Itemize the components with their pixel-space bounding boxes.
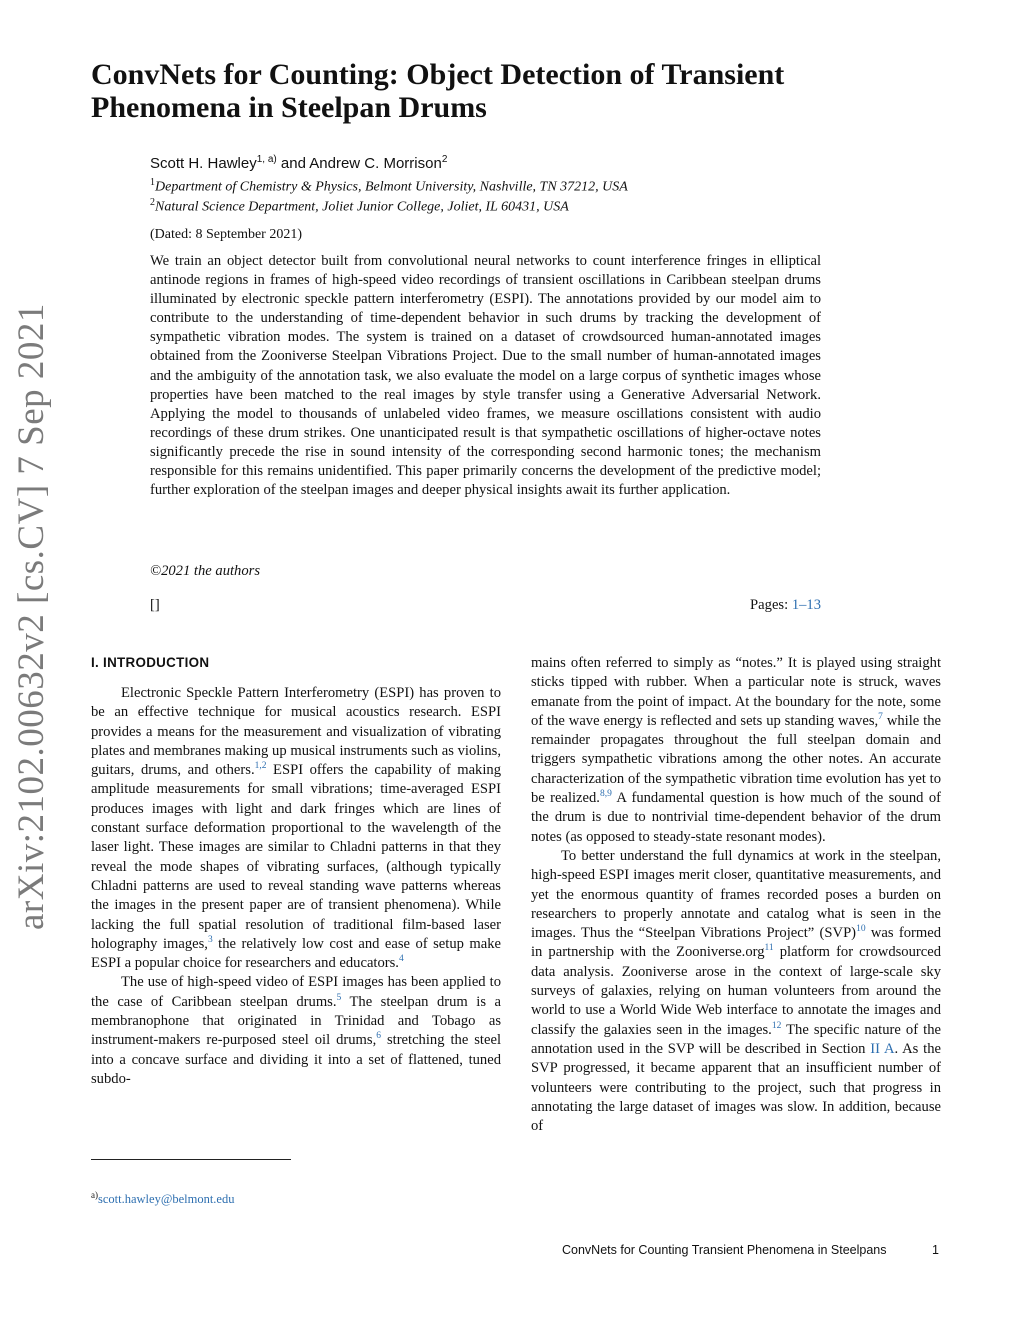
abstract: We train an object detector built from convolutional neural networks to count interference fringes in elliptical antinode regions in frames of high-speed video recordings of transient oscillations in Caribbean steelpan drums illuminated by electronic speckle pattern interferometry (ESPI). The annotations provided by our model aim to contribute to the understanding of time-dependent behavior in such drums by tracking the development of sympathetic vibration modes. The system is trained on a dataset of crowdsourced human-annotated images obtained from the Zooniverse Steelpan Vibrations Project. Due to the small number of human-annotated images and the ambiguity of the annotation task, we also evaluate the model on a large corpus of synthetic images whose properties have been matched to the real images by style transfer using a Generative Adversarial Network. Applying the model to thousands of unlabeled video frames, we measure oscillations consistent with audio recordings of these drum strikes. One unanticipated result is that sympathetic oscillations of higher-octave notes significantly precede the rise in sound intensity of the corresponding second harmonic tones; the mechanism responsible for this remains unidentified. This paper primarily concerns the development of the predictive model; further exploration of the steelpan images and deeper physical insights await its further application. [150,253,821,499]
author-1-affil-mark: 1, a) [256,154,277,165]
text-run: was formed in partnership with the Zooniverse.org [531,925,942,961]
citation-link[interactable]: 10 [856,924,866,935]
paragraph [531,847,941,1136]
citation-link[interactable]: 5 [336,992,342,1003]
pages-label: Pages: [750,597,789,613]
paragraph [91,684,501,973]
text-run: platform for crowdsourced data analysis. Zooniverse arose in the context of large-scale sky surveys of galaxies, relying on human volunteers from around the world to use a World Wide Web interface to annotate the images and classify the galaxies seen in the images. [531,944,942,1038]
section-heading-introduction: I. INTRODUCTION [91,655,210,670]
citation-link[interactable]: 7 [878,712,883,723]
text-run: A fundamental question is how much of the sound of the drum is due to nontrivial time-dependent behavior of the drum notes (as opposed to steady-state resonant modes). [531,790,941,845]
text-run: the relatively low cost and ease of setup make ESPI a popular choice for researchers and educators. [91,935,501,972]
right-column [531,654,941,1136]
footnote-mark: a) [91,1190,98,1200]
text-run: Electronic Speckle Pattern Interferometry (ESPI) has proven to be an effective technique for musical acoustics research. ESPI provides a means for the measurement and visualization of vibrating plates and membranes making up musical instruments such as violins, guitars, drums, and others. [91,685,501,779]
paragraph [531,654,941,847]
citation-link[interactable]: 8,9 [599,789,612,800]
citation-link[interactable]: 11 [764,943,774,954]
affiliation-2-mark: 2 [150,197,155,208]
text-run: The steelpan drum is a membranophone that originated in Trinidad and Tobago as instrument-makers re-purposed steel oil drums, [91,993,501,1049]
left-column [91,684,501,1089]
affiliation-1-text: Department of Chemistry & Physics, Belmont University, Nashville, TN 37212, USA [155,179,628,195]
pages-info [750,597,821,614]
email-link[interactable]: scott.hawley@belmont.edu [98,1192,235,1207]
text-run: ESPI offers the capability of making amplitude measurements for small vibrations; time-averaged ESPI produces images with light and dark fringes which are lines of constant surface deformation proportional to the wavelength of the laser light. These images are similar to Chladni patterns in that they reveal the mode shapes of vibrating surfaces, (although typically Chladni patterns are used to reveal standing wave patterns whereas the images in the present paper are of transient phenomena). While lacking the full spatial resolution of traditional film-based laser holography images, [91,762,501,952]
date-line: (Dated: 8 September 2021) [150,227,303,242]
text-run: The specific nature of the annotation used in the SVP will be described in Section [531,1021,941,1057]
paragraph [91,973,501,1089]
affiliation-1 [150,177,628,196]
copyright-line: ©2021 the authors [150,563,261,579]
arxiv-stamp: arXiv:2102.00632v2 [cs.CV] 7 Sep 2021 [11,303,52,930]
page-number: 1 [932,1243,939,1257]
affiliation-1-mark: 1 [150,177,155,188]
citation-link[interactable]: 1,2 [254,761,267,772]
running-footer: ConvNets for Counting Transient Phenomena in Steelpans [562,1243,887,1257]
author-line [150,154,447,172]
text-run: . As the SVP progressed, it became apparent that an insufficient number of volunteers were contributing to the project, such that progress in annotating the large dataset of images was slow. In addition, because of [531,1040,941,1135]
paper-title: ConvNets for Counting: Object Detection of Transient Phenomena in Steelpan Drums [91,58,785,124]
pages-range-link[interactable]: 1–13 [791,597,821,613]
citation-link[interactable]: 12 [771,1020,782,1031]
author-and: and [280,155,306,172]
text-run: stretching the steel into a concave surface and dividing it into a set of flattened, tuned subdo- [91,1032,501,1087]
citation-link[interactable]: 3 [207,935,213,945]
text-run: while the remainder propagates throughout the full steelpan domain and triggers sympathetic vibrations among the other notes. An accurate characterization of the sympathetic vibration time evolution has yet to be realized. [531,712,941,807]
affiliation-2 [150,197,569,216]
text-run: mains often referred to simply as “notes.” It is played using straight sticks tipped with rubber. When a particular note is struck, waves emanate from the point of impact. At the boundary for the note, some of the wave energy is reflected and sets up standing waves, [531,655,941,729]
author-2-affil-mark: 2 [441,154,448,165]
empty-bracket: [] [150,597,160,613]
affiliation-2-text: Natural Science Department, Joliet Junior College, Joliet, IL 60431, USA [155,199,569,215]
author-1: Scott H. Hawley [150,155,257,172]
citation-link[interactable]: 6 [376,1031,381,1042]
text-run: To better understand the full dynamics at work in the steelpan, high-speed ESPI images merit closer, quantitative measurements, and yet the enormous quantity of frames recorded poses a burden on researchers to properly annotate and catalog what is seen in the images. Thus the “Steelpan Vibrations Project” (SVP) [531,847,941,942]
author-2: Andrew C. Morrison [309,155,442,172]
section-ref-link[interactable]: II A [870,1040,895,1057]
footnote [91,1190,234,1207]
footnote-rule [91,1159,291,1160]
text-run: The use of high-speed video of ESPI images has been applied to the case of Caribbean steelpan drums. [91,974,501,1010]
citation-link[interactable]: 4 [398,954,404,965]
